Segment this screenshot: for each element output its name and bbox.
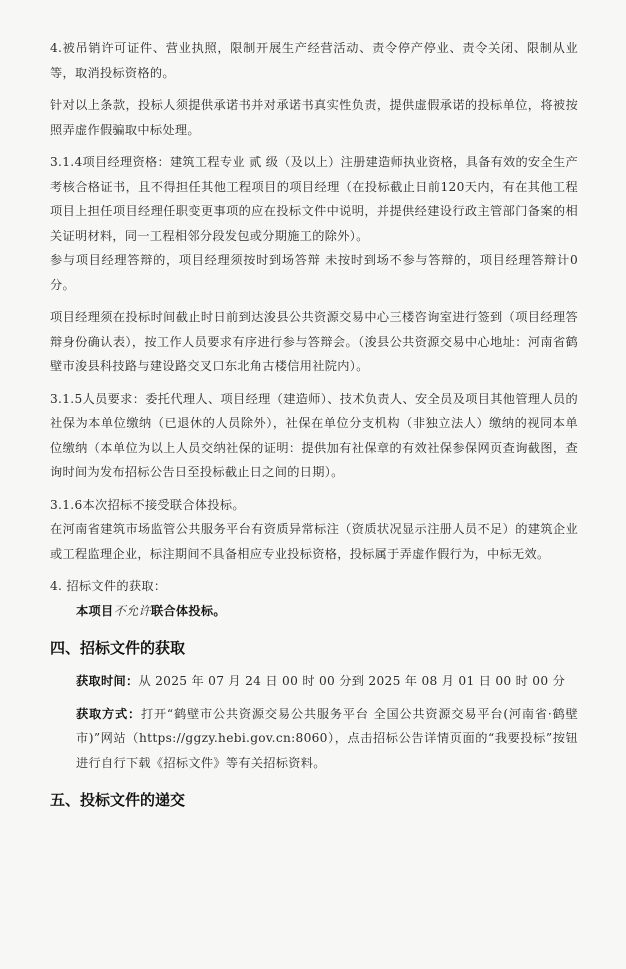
project-manager-defense: 参与项目经理答辩的，项目经理须按时到场答辩 未按时到场不参与答辩的，项目经理答辩计0分。 <box>50 253 578 292</box>
acquire-method <box>50 702 578 776</box>
acquire-time <box>50 669 578 694</box>
consortium-line <box>50 599 578 624</box>
acquire-documents-item: 4. 招标文件的获取： <box>50 579 167 593</box>
commitment-note: 针对以上条款，投标人须提供承诺书并对承诺书真实性负责，提供虚假承诺的投标单位，将被按照弄虚作假骗取中标处理。 <box>50 98 578 137</box>
abnormal-qualification-clause: 在河南省建筑市场监管公共服务平台有资质异常标注（资质状况显示注册人员不足）的建筑企业或工程监理企业，标注期间不具备相应专业投标资格，投标属于弄虚作假行为，中标无效。 <box>50 522 578 561</box>
acquire-method-value: 打开“鹤壁市公共资源交易公共服务平台 全国公共资源交易平台(河南省·鹤壁市)”网站（https://ggzy.hebi.gov.cn:8060），点击招标公告详情页面的“我要投标”按钮进行自行下载《招标文件》等有关招标资料。 <box>76 706 578 770</box>
consortium-line-prefix: 本项目 <box>76 603 114 618</box>
consortium-line-suffix: 联合体投标。 <box>150 603 226 618</box>
acquire-method-label: 获取方式： <box>76 706 141 721</box>
section-5-heading: 五、投标文件的递交 <box>50 791 186 809</box>
acquire-time-value: 从 2025 年 07 月 24 日 00 时 00 分到 2025 年 08 月 01 日 00 时 00 分 <box>138 674 566 688</box>
project-manager-signin: 项目经理须在投标时间截止时日前到达浚县公共资源交易中心三楼咨询室进行签到（项目经理答辩身份确认表），按工作人员要求有序进行参与答辩会。（浚县公共资源交易中心地址：河南省鹤壁市浚县科技路与建设路交叉口东北角古楼信用社院内）。 <box>50 310 578 373</box>
personnel-requirements: 3.1.5人员要求：委托代理人、项目经理（建造师）、技术负责人、安全员及项目其他管理人员的社保为本单位缴纳（已退休的人员除外），社保在单位分支机构（非独立法人）缴纳的视同本单位缴纳（本单位为以上人员交纳社保的证明：提供加有社保章的有效社保参保网页查询截图，查询时间为发布招标公告日至投标截止日之间的日期）。 <box>50 391 578 479</box>
consortium-clause: 3.1.6本次招标不接受联合体投标。 <box>50 497 245 512</box>
item-4-revoked-license: 4.被吊销许可证件、营业执照，限制开展生产经营活动、责令停产停业、责令关闭、限制从业等，取消投标资格的。 <box>50 41 578 80</box>
project-manager-qualification: 3.1.4项目经理资格：建筑工程专业 贰 级（及以上）注册建造师执业资格，具备有效的安全生产考核合格证书，且不得担任其他工程项目的项目经理（在投标截止日前120天内，有在其他工程项目上担任项目经理任职变更事项的应在投标文件中说明，并提供经建设行政主管部门备案的相关证明材料，同一工程相邻分段发包或分期施工的除外）。 <box>50 155 578 243</box>
section-4-heading: 四、招标文件的获取 <box>50 639 186 657</box>
acquire-time-label: 获取时间： <box>76 674 139 688</box>
consortium-line-handwritten: 不允许 <box>113 603 151 618</box>
